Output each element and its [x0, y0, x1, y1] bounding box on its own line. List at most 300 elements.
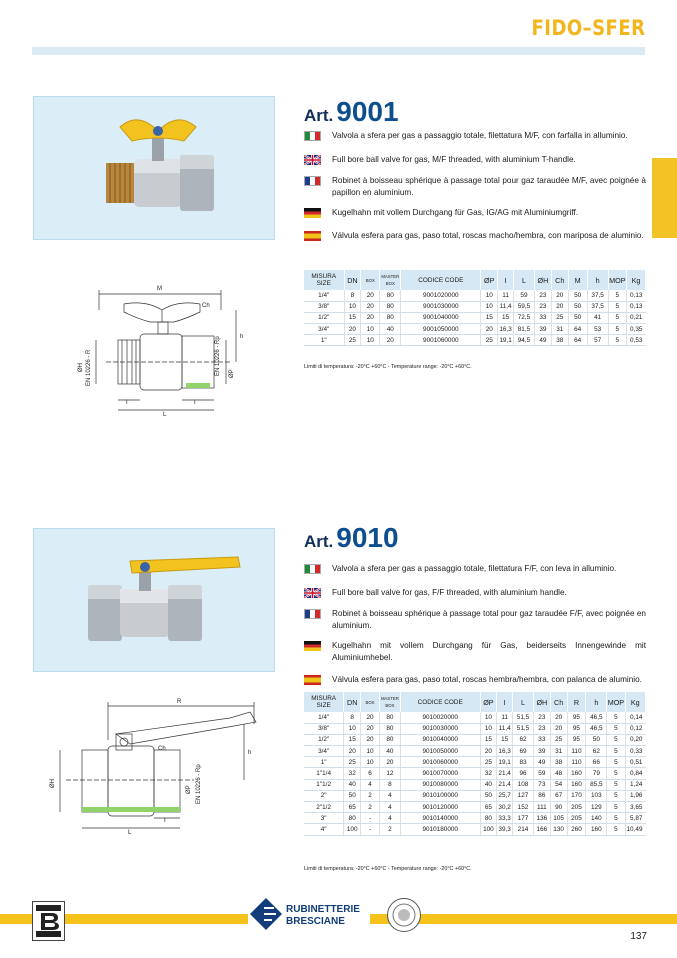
table-cell: 59,5	[513, 301, 534, 312]
table-cell: 96	[513, 768, 534, 779]
table-cell: 5	[607, 723, 625, 734]
table-cell: 0,20	[625, 734, 645, 745]
technical-drawing-9001	[66, 280, 256, 420]
table-cell: 1/4"	[304, 290, 344, 301]
table-cell: -	[361, 824, 380, 835]
de-flag-icon	[304, 208, 321, 218]
table-cell: 0,53	[626, 335, 645, 346]
it-flag-icon	[304, 564, 321, 574]
spec-table-9010	[304, 692, 646, 836]
col-header: MISURA SIZE	[304, 692, 344, 712]
table-cell: 0,13	[626, 301, 645, 312]
dim-label-L: L	[163, 412, 167, 418]
table-cell: 5	[607, 824, 625, 835]
table-cell: 25	[481, 335, 498, 346]
table-cell: 50	[480, 790, 497, 801]
table-cell: 0,14	[625, 712, 645, 723]
table-cell: 9010120000	[400, 802, 480, 813]
description-list-9010	[304, 563, 646, 686]
table-cell: 5	[607, 790, 625, 801]
table-cell: 11	[497, 712, 513, 723]
table-cell: 80	[344, 813, 361, 824]
table-cell: 5	[608, 301, 626, 312]
dim-label-Ch: Ch	[202, 303, 210, 309]
dim-label-I-right: I	[194, 400, 196, 406]
table-cell: 10	[361, 335, 380, 346]
table-cell: 80	[480, 813, 497, 824]
col-header: Ch	[550, 692, 567, 712]
table-cell: 73	[533, 779, 550, 790]
table-row	[304, 790, 646, 801]
table-cell: 9010100000	[400, 790, 480, 801]
table-row	[304, 746, 646, 757]
table-cell: 0,84	[625, 768, 645, 779]
table-row	[304, 712, 646, 723]
table-cell: 31	[550, 746, 567, 757]
table-cell: 140	[586, 813, 607, 824]
fr-flag-icon	[304, 176, 321, 186]
description-italian	[304, 563, 646, 575]
technical-drawing-9010	[44, 694, 264, 834]
norm-label-right: EN 10226 - Rp	[215, 336, 221, 376]
table-cell: 39	[533, 746, 550, 757]
fr-flag-icon	[304, 609, 321, 619]
table-cell: 9001060000	[401, 335, 481, 346]
description-text: Full bore ball valve for gas, M/F threaded, with aluminium T-handle.	[332, 154, 576, 164]
table-row	[304, 802, 646, 813]
table-cell: 59	[533, 768, 550, 779]
table-cell: 130	[550, 824, 567, 835]
it-flag-icon	[304, 131, 321, 141]
col-header: R	[567, 692, 586, 712]
table-row	[304, 734, 646, 745]
table-cell: 5	[608, 312, 626, 323]
table-cell: 23	[535, 301, 552, 312]
table-cell: 5	[607, 768, 625, 779]
col-header: Kg	[625, 692, 645, 712]
spec-table-body-9010	[304, 712, 646, 835]
table-cell: 108	[513, 779, 534, 790]
col-header: MISURA SIZE	[304, 270, 344, 290]
dim-label-L: L	[128, 830, 132, 834]
table-cell: 177	[513, 813, 534, 824]
company-line-2: BRESCIANE	[286, 916, 345, 927]
table-cell: 166	[533, 824, 550, 835]
table-cell: 9001040000	[401, 312, 481, 323]
temperature-note-9001: Limiti di temperatura: -20°C +60°C - Temperature range: -20°C +60°C.	[304, 364, 472, 370]
table-cell: 10,49	[625, 824, 645, 835]
col-header: DN	[344, 692, 361, 712]
col-header: L	[513, 270, 534, 290]
table-cell: 38	[550, 757, 567, 768]
table-cell: 25	[480, 757, 497, 768]
table-cell: 205	[567, 813, 586, 824]
table-cell: 40	[344, 779, 361, 790]
table-cell: 3/4"	[304, 746, 344, 757]
table-cell: 10	[481, 301, 498, 312]
table-cell: 20	[361, 312, 380, 323]
description-italian	[304, 130, 646, 142]
table-cell: 21,4	[497, 779, 513, 790]
description-french	[304, 608, 646, 631]
col-header: ØH	[533, 692, 550, 712]
table-cell: 5	[607, 734, 625, 745]
norm-label-left: EN 10226 - R	[86, 349, 92, 386]
table-cell: 40	[480, 779, 497, 790]
table-cell: 111	[533, 802, 550, 813]
table-cell: 33	[535, 312, 552, 323]
table-cell: 83	[513, 757, 534, 768]
table-cell: 9010180000	[400, 824, 480, 835]
table-cell: 20	[551, 301, 568, 312]
spec-table-9001	[304, 270, 646, 346]
dim-label-OP: ØP	[186, 785, 192, 794]
table-header-row	[304, 692, 646, 712]
col-header: h	[586, 692, 607, 712]
col-header: M	[568, 270, 587, 290]
table-row	[304, 779, 646, 790]
table-cell: 0,12	[625, 723, 645, 734]
table-cell: 10	[361, 757, 380, 768]
table-cell: 2"1/2	[304, 802, 344, 813]
table-cell: 1/4"	[304, 712, 344, 723]
table-cell: 127	[513, 790, 534, 801]
table-row	[304, 723, 646, 734]
table-cell: 10	[344, 723, 361, 734]
table-row	[304, 290, 646, 301]
description-german	[304, 640, 646, 663]
table-cell: 160	[567, 779, 586, 790]
table-cell: 15	[481, 312, 498, 323]
product-title-9001	[304, 96, 399, 128]
table-cell: 30,2	[497, 802, 513, 813]
col-header: h	[587, 270, 608, 290]
product-photo-9010	[33, 528, 275, 672]
table-cell: 72,5	[513, 312, 534, 323]
table-cell: 3"	[304, 813, 344, 824]
dim-label-M: M	[157, 286, 162, 292]
table-cell: 25	[551, 312, 568, 323]
table-cell: 136	[533, 813, 550, 824]
table-cell: 25	[344, 757, 361, 768]
table-cell: 20	[361, 734, 380, 745]
table-cell: 39	[535, 324, 552, 335]
table-cell: 10	[480, 712, 497, 723]
table-cell: 66	[586, 757, 607, 768]
col-header: L	[513, 692, 534, 712]
table-cell: 25	[550, 734, 567, 745]
table-cell: 4"	[304, 824, 344, 835]
table-cell: 51,5	[513, 723, 534, 734]
dim-label-OH: ØH	[50, 779, 56, 788]
description-german	[304, 207, 646, 219]
table-cell: 85,5	[586, 779, 607, 790]
table-cell: 79	[586, 768, 607, 779]
table-cell: 12	[379, 768, 400, 779]
uk-flag-icon	[304, 155, 321, 165]
table-cell: 3/4"	[304, 324, 344, 335]
table-cell: 20	[361, 301, 380, 312]
table-cell: 95	[567, 723, 586, 734]
dim-label-R: R	[177, 699, 182, 705]
table-cell: 33,3	[497, 813, 513, 824]
table-cell: 10	[480, 723, 497, 734]
table-cell: 16,3	[498, 324, 514, 335]
es-flag-icon	[304, 231, 321, 241]
table-cell: 95	[567, 712, 586, 723]
col-header: CODICE CODE	[400, 692, 480, 712]
description-text: Válvula esfera para gas, paso total, roscas hembra/hembra, con palanca de aluminio.	[332, 675, 642, 684]
description-english	[304, 587, 646, 599]
table-cell: 25,7	[497, 790, 513, 801]
table-cell: 129	[586, 802, 607, 813]
col-header: MASTER BOX	[380, 270, 401, 290]
table-cell: 5	[607, 813, 625, 824]
table-row	[304, 301, 646, 312]
dim-label-h: h	[240, 334, 244, 340]
table-cell: 170	[567, 790, 586, 801]
col-header: Ch	[551, 270, 568, 290]
table-row	[304, 824, 646, 835]
table-cell: 160	[586, 824, 607, 835]
de-flag-icon	[304, 641, 321, 651]
table-cell: 80	[380, 290, 401, 301]
table-cell: 5	[607, 746, 625, 757]
table-cell: 4	[361, 779, 380, 790]
table-cell: 50	[568, 301, 587, 312]
table-cell: 9010050000	[400, 746, 480, 757]
table-cell: 50	[568, 312, 587, 323]
table-cell: 214	[513, 824, 534, 835]
table-cell: 5	[607, 757, 625, 768]
dim-label-I: I	[164, 818, 166, 824]
table-cell: 86	[533, 790, 550, 801]
table-cell: 80	[379, 723, 400, 734]
col-header: ØP	[481, 270, 498, 290]
brand-title: FIDO–SFER	[531, 16, 645, 40]
table-cell: 2	[361, 802, 380, 813]
dim-label-Ch: Ch	[158, 746, 166, 752]
table-cell: -	[361, 813, 380, 824]
table-row	[304, 768, 646, 779]
table-cell: 64	[568, 335, 587, 346]
col-header: ØP	[480, 692, 497, 712]
table-cell: 9010080000	[400, 779, 480, 790]
table-cell: 15	[497, 734, 513, 745]
table-cell: 9010140000	[400, 813, 480, 824]
col-header: Kg	[626, 270, 645, 290]
table-cell: 50	[586, 734, 607, 745]
table-cell: 0,35	[626, 324, 645, 335]
table-cell: 5	[608, 290, 626, 301]
table-cell: 50	[568, 290, 587, 301]
table-cell: 5	[607, 779, 625, 790]
col-header: BOX	[361, 270, 380, 290]
rubinetterie-bresciane-logo	[248, 896, 370, 932]
col-header: MOP	[607, 692, 625, 712]
table-cell: 95	[567, 734, 586, 745]
table-cell: 9001020000	[401, 290, 481, 301]
certification-seal-icon	[387, 898, 421, 932]
description-text: Full bore ball valve for gas, F/F threaded, with aluminium handle.	[332, 587, 567, 597]
col-header: I	[497, 692, 513, 712]
es-flag-icon	[304, 675, 321, 685]
table-cell: 65	[344, 802, 361, 813]
table-cell: 15	[344, 312, 361, 323]
table-cell: 19,1	[498, 335, 514, 346]
table-cell: 16,3	[497, 746, 513, 757]
table-cell: 6	[361, 768, 380, 779]
table-cell: 48	[550, 768, 567, 779]
table-cell: 1,24	[625, 779, 645, 790]
table-cell: 15	[344, 734, 361, 745]
table-cell: 62	[513, 734, 534, 745]
table-cell: 94,5	[513, 335, 534, 346]
table-cell: 46,5	[586, 712, 607, 723]
page-number: 137	[630, 931, 647, 942]
description-french	[304, 175, 646, 198]
table-cell: 4	[379, 790, 400, 801]
table-cell: 20	[344, 324, 361, 335]
table-cell: 2"	[304, 790, 344, 801]
table-cell: 105	[550, 813, 567, 824]
table-cell: 0,13	[626, 290, 645, 301]
table-cell: 19,1	[497, 757, 513, 768]
table-cell: 80	[379, 712, 400, 723]
table-cell: 25	[344, 335, 361, 346]
table-cell: 69	[513, 746, 534, 757]
col-header: I	[498, 270, 514, 290]
article-prefix: Art.	[304, 532, 334, 551]
table-cell: 32	[344, 768, 361, 779]
table-cell: 53	[587, 324, 608, 335]
table-cell: 3/8"	[304, 723, 344, 734]
table-cell: 0,21	[626, 312, 645, 323]
table-cell: 20	[550, 712, 567, 723]
table-cell: 3,65	[625, 802, 645, 813]
table-row	[304, 757, 646, 768]
table-cell: 37,5	[587, 301, 608, 312]
table-cell: 1"1/4	[304, 768, 344, 779]
article-prefix: Art.	[304, 106, 334, 125]
table-row	[304, 335, 646, 346]
table-cell: 9010020000	[400, 712, 480, 723]
table-cell: 41	[587, 312, 608, 323]
dim-label-h: h	[248, 750, 252, 756]
table-cell: 5	[607, 712, 625, 723]
table-cell: 11,4	[498, 301, 514, 312]
description-list-9001	[304, 130, 646, 241]
col-header: DN	[344, 270, 361, 290]
table-cell: 32	[480, 768, 497, 779]
description-text: Kugelhahn mit vollem Durchgang für Gas, beiderseits Innengewinde mit Aluminiumhebel.	[332, 641, 646, 662]
table-cell: 20	[380, 335, 401, 346]
table-cell: 1"1/2	[304, 779, 344, 790]
table-cell: 5,87	[625, 813, 645, 824]
table-cell: 40	[379, 746, 400, 757]
table-cell: 110	[567, 757, 586, 768]
table-cell: 5	[608, 335, 626, 346]
product-photo-9001	[33, 96, 275, 240]
table-cell: 2	[361, 790, 380, 801]
table-cell: 100	[344, 824, 361, 835]
table-cell: 152	[513, 802, 534, 813]
table-cell: 11,4	[497, 723, 513, 734]
table-header-row	[304, 270, 646, 290]
table-cell: 9001030000	[401, 301, 481, 312]
table-cell: 110	[567, 746, 586, 757]
description-spanish	[304, 674, 646, 686]
temperature-note-9010: Limiti di temperatura: -20°C +60°C - Temperature range: -20°C +60°C.	[304, 866, 472, 872]
table-cell: 8	[344, 290, 361, 301]
table-cell: 23	[535, 290, 552, 301]
table-cell: 9010070000	[400, 768, 480, 779]
table-row	[304, 312, 646, 323]
table-cell: 9010060000	[400, 757, 480, 768]
table-cell: 4	[379, 802, 400, 813]
table-cell: 46,5	[586, 723, 607, 734]
table-cell: 0,33	[625, 746, 645, 757]
table-cell: 15	[480, 734, 497, 745]
table-cell: 57	[587, 335, 608, 346]
col-header: ØH	[535, 270, 552, 290]
dim-label-OH: ØH	[78, 363, 84, 372]
description-text: Valvola a sfera per gas a passaggio totale, filettatura M/F, con farfalla in alluminio.	[332, 131, 628, 140]
table-cell: 205	[567, 802, 586, 813]
dim-label-OP: ØP	[229, 369, 235, 378]
table-cell: 20	[361, 712, 380, 723]
spec-table-body-9001	[304, 290, 646, 346]
table-cell: 31	[551, 324, 568, 335]
table-cell: 23	[533, 723, 550, 734]
table-cell: 38	[551, 335, 568, 346]
description-text: Válvula esfera para gas, paso total, roscas macho/hembra, con mariposa de aluminio.	[332, 230, 644, 240]
table-cell: 20	[480, 746, 497, 757]
table-cell: 10	[361, 746, 380, 757]
table-cell: 64	[568, 324, 587, 335]
table-cell: 50	[344, 790, 361, 801]
table-cell: 20	[361, 723, 380, 734]
table-cell: 0,51	[625, 757, 645, 768]
table-cell: 20	[550, 723, 567, 734]
ball-valve-lever-image	[34, 529, 274, 671]
table-cell: 15	[498, 312, 514, 323]
table-cell: 260	[567, 824, 586, 835]
table-cell: 1"	[304, 757, 344, 768]
table-cell: 90	[550, 802, 567, 813]
col-header: MASTER BOX	[379, 692, 400, 712]
ball-valve-t-handle-image	[34, 97, 274, 239]
table-cell: 20	[361, 290, 380, 301]
description-text: Kugelhahn mit vollem Durchgang für Gas, IG/AG mit Aluminiumgriff.	[332, 208, 579, 217]
table-row	[304, 813, 646, 824]
table-cell: 65	[480, 802, 497, 813]
description-text: Robinet à boisseau sphérique à passage total pour gaz taraudée F/F, avec poignée en aluminium.	[332, 609, 646, 630]
description-text: Valvola a sfera per gas a passaggio totale, filettatura F/F, con leva in alluminio.	[332, 564, 617, 573]
table-cell: 59	[513, 290, 534, 301]
table-cell: 62	[586, 746, 607, 757]
description-text: Robinet à boisseau sphérique à passage total pour gaz taraudée M/F, avec poignée à papillon en aluminium.	[332, 176, 646, 197]
table-cell: 2	[379, 824, 400, 835]
col-header: MOP	[608, 270, 626, 290]
table-cell: 81,5	[513, 324, 534, 335]
product-title-9010	[304, 522, 399, 554]
table-cell: 21,4	[497, 768, 513, 779]
table-cell: 8	[379, 779, 400, 790]
table-cell: 1/2"	[304, 734, 344, 745]
table-cell: 103	[586, 790, 607, 801]
table-cell: 67	[550, 790, 567, 801]
